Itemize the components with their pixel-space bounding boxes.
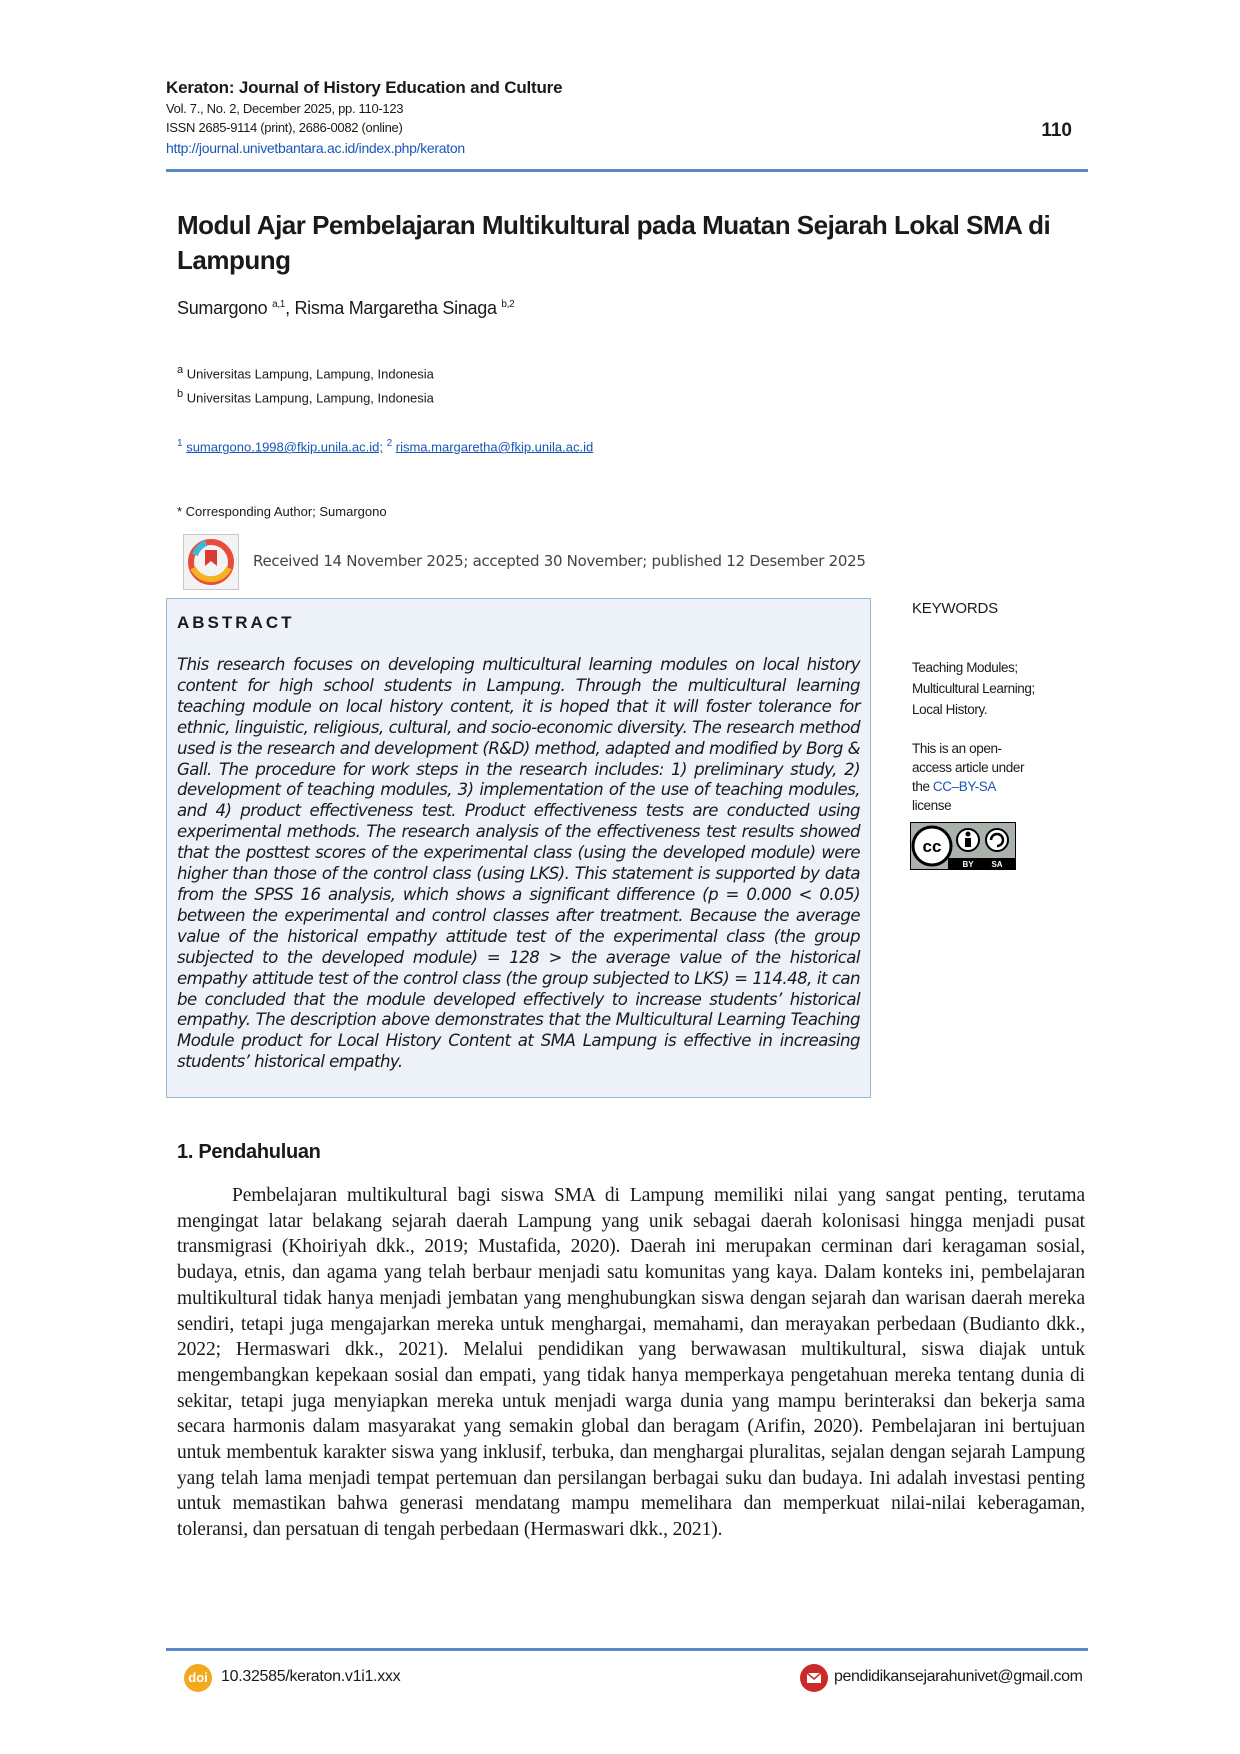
- keyword-item: Teaching Modules;: [912, 660, 1018, 675]
- license-text: [912, 779, 996, 794]
- page-number: 110: [1041, 120, 1072, 141]
- affiliation-b: [177, 388, 434, 405]
- cc-icon: cc: [922, 837, 942, 856]
- journal-volume: Vol. 7., No. 2, December 2025, pp. 110-123: [166, 101, 404, 116]
- author-superscript: a,1: [272, 299, 286, 310]
- license-text: This is an open-: [912, 741, 1002, 756]
- sa-label: SA: [991, 860, 1003, 869]
- affiliation-text: Universitas Lampung, Lampung, Indonesia: [186, 390, 434, 406]
- license-text-prefix: the: [912, 779, 933, 794]
- keywords-heading: KEYWORDS: [912, 600, 998, 617]
- author-name: Sumargono: [177, 298, 268, 318]
- footer-divider: [166, 1648, 1088, 1651]
- cc-by-sa-badge[interactable]: [910, 822, 1016, 870]
- by-label: BY: [962, 860, 974, 869]
- author-name: Risma Margaretha Sinaga: [294, 298, 497, 318]
- affiliation-a: [177, 364, 434, 381]
- affiliation-mark: a: [177, 364, 184, 376]
- email-link[interactable]: risma.margaretha@fkip.unila.ac.id: [395, 439, 594, 455]
- doi-link[interactable]: 10.32585/keraton.v1i1.xxx: [221, 1668, 401, 1685]
- author-separator: ,: [285, 298, 295, 318]
- journal-url-link[interactable]: http://journal.univetbantara.ac.id/index.php/keraton: [166, 140, 465, 156]
- header-divider: [166, 169, 1088, 172]
- license-text: access article under: [912, 760, 1025, 775]
- email-mark: 2: [386, 438, 393, 449]
- doi-icon: doi: [184, 1664, 212, 1692]
- author-superscript: b,2: [501, 299, 515, 310]
- license-link[interactable]: CC–BY-SA: [932, 779, 997, 794]
- article-title: Modul Ajar Pembelajaran Multikultural pada Muatan Sejarah Lokal SMA di Lampung: [177, 210, 1051, 275]
- abstract-text: This research focuses on developing multicultural learning modules on local history content for high school students in Lampung. Through the multicultural learning teaching module on local history content, it is hoped that it will foster tolerance for ethnic, linguistic, religious, cultural, and socio-economic diversity. The research method used is the research and development (R&D) method, adapted and modified by Borg & Gall. The procedure for work steps in the research includes: 1) preliminary study, 2) development of teaching modules, 3) implementation of the use of teaching modules, and 4) product effectiveness test. Product effectiveness tests are conducted using experimental methods. The research analysis of the effectiveness test results showed that the posttest scores of the experimental class (using the developed module) were higher than those of the control class (using LKS). This statement is supported by data from the SPSS 16 analysis, which shows a significant difference (p = 0.000 < 0.05) between the experimental and control classes after treatment. Because the average value of the historical empathy attitude test of the experimental class (the group subjected to the developed module) = 128 > the average value of the historical empathy attitude test of the control class (the group subjected to LKS) = 114.48, it can be concluded that the module developed effectively to increase students’ historical empathy. The description above demonstrates that the Multicultural Learning Teaching Module product for Local History Content at SMA Lampung is effective in increasing students’ historical empathy.: [177, 655, 860, 1072]
- contact-email[interactable]: pendidikansejarahunivet@gmail.com: [834, 1668, 1083, 1685]
- crossmark-icon[interactable]: [183, 534, 239, 590]
- corresponding-author: * Corresponding Author; Sumargono: [177, 504, 387, 519]
- keyword-item: Multicultural Learning;: [912, 681, 1035, 696]
- affiliation-text: Universitas Lampung, Lampung, Indonesia: [186, 366, 434, 382]
- email-line: [177, 438, 593, 454]
- section-heading: 1. Pendahuluan: [177, 1141, 321, 1163]
- keyword-item: Local History.: [912, 702, 988, 717]
- author-list: [177, 298, 514, 319]
- license-text: license: [912, 798, 952, 813]
- section-paragraph: Pembelajaran multikultural bagi siswa SMA di Lampung memiliki nilai yang sangat penting, terutama mengingat latar belakang sejarah daerah Lampung yang unik sebagai daerah kolonisasi hingga menjadi pusat transmigrasi (Khoiriyah dkk., 2019; Mustafida, 2020). Daerah ini merupakan cerminan dari keragaman sosial, budaya, etnis, dan agama yang telah berbaur menjadi satu komunitas yang kaya. Dalam konteks ini, pembelajaran multikultural tidak hanya menjadi jembatan yang menghubungkan siswa dengan sejarah dan warisan daerah mereka sendiri, tetapi juga mengajarkan mereka untuk menghargai, memahami, dan merayakan perbedaan (Budianto dkk., 2022; Hermaswari dkk., 2021). Melalui pendidikan yang berwawasan multikultural, siswa diajak untuk mengembangkan kepekaan sosial dan empati, yang tidak hanya memperkaya pengetahuan mereka tentang dunia di sekitar, tetapi juga menyiapkan mereka untuk menjadi warga dunia yang mampu berinteraksi dan bekerja sama secara harmonis dalam masyarakat yang semakin global dan beragam (Arifin, 2020). Pembelajaran ini bertujuan untuk membentuk karakter siswa yang inklusif, terbuka, dan menghargai pluralitas, sejalan dengan sejarah Lampung yang telah lama menjadi tempat pertemuan dan persilangan berbagai suku dan budaya. Ini adalah investasi penting untuk memastikan bahwa generasi mendatang mampu memelihara dan memperkuat nilai-nilai keberagaman, toleransi, dan persatuan di tengah perbedaan (Hermaswari dkk., 2021).: [177, 1185, 1085, 1541]
- article-dates: Received 14 November 2025; accepted 30 November; published 12 Desember 2025: [253, 552, 866, 570]
- affiliation-mark: b: [177, 388, 184, 400]
- journal-issn: ISSN 2685-9114 (print), 2686-0082 (online): [166, 120, 403, 135]
- email-mark: 1: [177, 438, 183, 449]
- email-link[interactable]: sumargono.1998@fkip.unila.ac.id;: [186, 439, 383, 455]
- journal-title: Keraton: Journal of History Education and Culture: [166, 78, 563, 97]
- mail-icon: [800, 1664, 828, 1692]
- abstract-heading: ABSTRACT: [177, 613, 295, 632]
